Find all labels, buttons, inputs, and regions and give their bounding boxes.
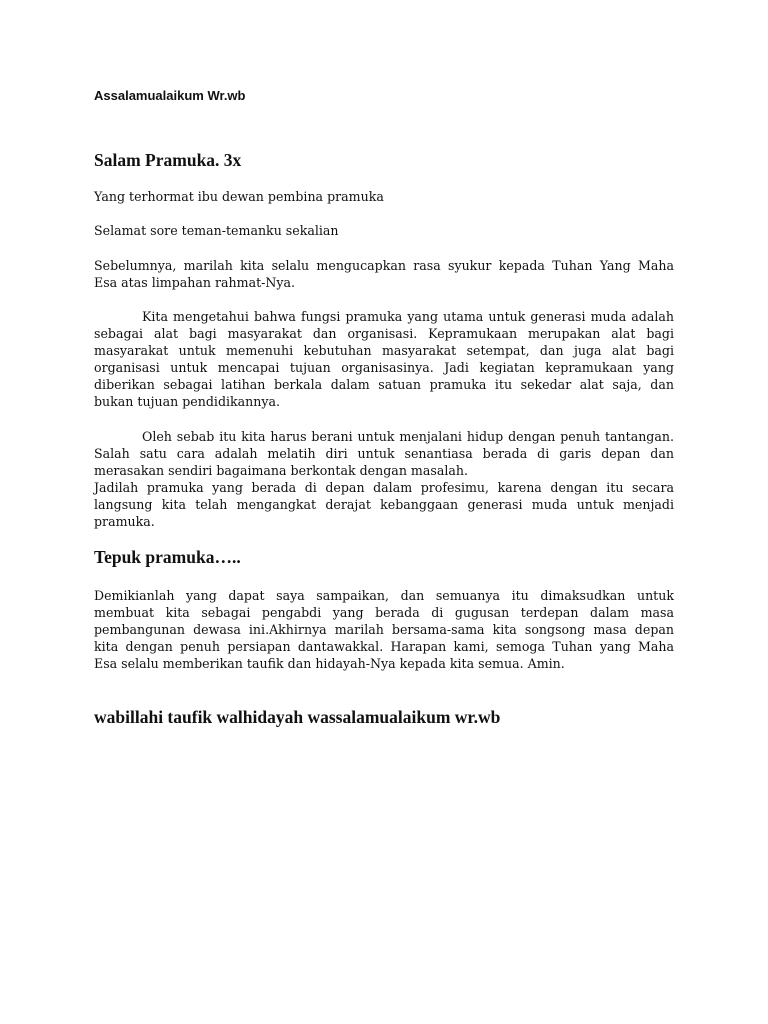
paragraph-line: bukan tujuan pendidikannya. xyxy=(94,394,281,409)
paragraph-line: Kita mengetahui bahwa fungsi pramuka yang utama untuk generasi muda adalah xyxy=(142,309,674,324)
paragraph-line: pembangunan dewasa ini.Akhirnya marilah bersama-sama kita songsong masa depan xyxy=(94,622,674,637)
paragraph-line: masyarakat untuk memenuhi kebutuhan masyarakat setempat, dan juga alat bagi xyxy=(94,343,674,358)
paragraph-line: sebagai alat bagi masyarakat dan organisasi. Kepramukaan merupakan alat bagi xyxy=(94,326,674,341)
heading-tepuk-pramuka: Tepuk pramuka….. xyxy=(94,547,241,567)
paragraph-line: Oleh sebab itu kita harus berani untuk menjalani hidup dengan penuh tantangan. xyxy=(142,429,674,444)
paragraph-line: membuat kita sebagai pengabdi yang berada di gugusan terdepan dalam masa xyxy=(94,605,674,620)
paragraph-line: Jadilah pramuka yang berada di depan dalam profesimu, karena dengan itu secara xyxy=(94,480,674,495)
opening-greeting: Assalamualaikum Wr.wb xyxy=(94,88,246,103)
paragraph-line: Esa selalu memberikan taufik dan hidayah-Nya kepada kita semua. Amin. xyxy=(94,656,565,671)
paragraph-line: kita dengan penuh persiapan dantawakkal. Harapan kami, semoga Tuhan yang Maha xyxy=(94,639,674,654)
paragraph-line: Sebelumnya, marilah kita selalu mengucapkan rasa syukur kepada Tuhan Yang Maha xyxy=(94,258,674,273)
paragraph-line: Salah satu cara adalah melatih diri untuk senantiasa berada di garis depan dan xyxy=(94,446,674,461)
paragraph-line: Demikianlah yang dapat saya sampaikan, dan semuanya itu dimaksudkan untuk xyxy=(94,588,674,603)
paragraph-line: organisasi untuk mencapai tujuan organisasinya. Jadi kegiatan kepramukaan yang xyxy=(94,360,674,375)
paragraph-line: merasakan sendiri bagaimana berkontak dengan masalah. xyxy=(94,463,468,478)
paragraph-jadilah-pramuka xyxy=(94,479,674,530)
closing-salutation: wabillahi taufik walhidayah wassalamualaikum wr.wb xyxy=(94,707,501,727)
heading-salam-pramuka: Salam Pramuka. 3x xyxy=(94,150,242,170)
paragraph-line: Esa atas limpahan rahmat-Nya. xyxy=(94,275,296,290)
line-selamat-sore: Selamat sore teman-temanku sekalian xyxy=(94,223,339,238)
paragraph-penutup xyxy=(94,587,674,672)
paragraph-line: pramuka. xyxy=(94,514,155,529)
paragraph-fungsi-pramuka xyxy=(94,308,674,410)
paragraph-line: langsung kita telah mengangkat derajat kebanggaan generasi muda untuk menjadi xyxy=(94,497,674,512)
paragraph-tantangan xyxy=(94,428,674,479)
paragraph-line: diberikan sebagai latihan berkala dalam satuan pramuka itu sekedar alat saja, dan xyxy=(94,377,674,392)
paragraph-syukur xyxy=(94,257,674,291)
line-yang-terhormat: Yang terhormat ibu dewan pembina pramuka xyxy=(94,189,384,204)
